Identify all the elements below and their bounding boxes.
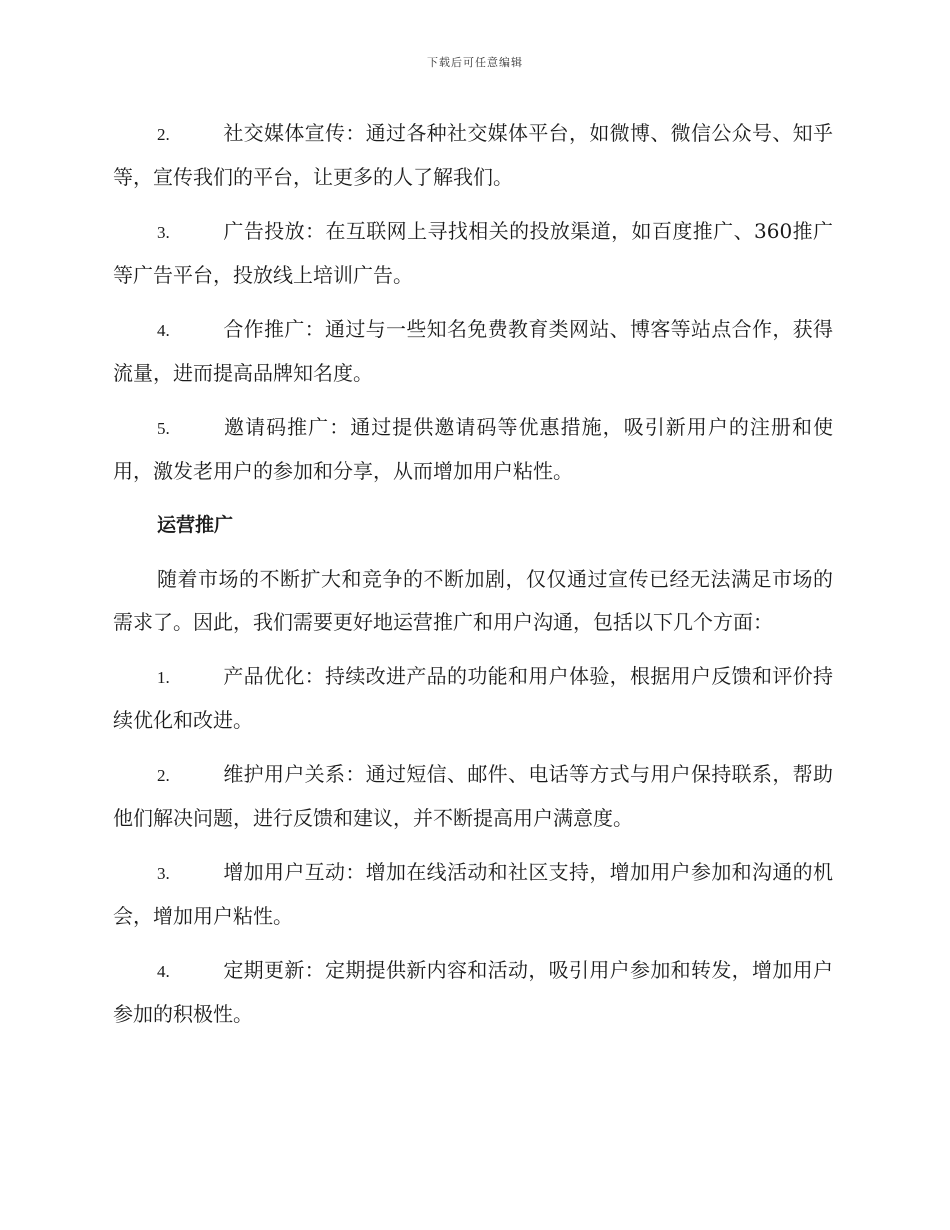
list-item (113, 655, 833, 742)
list-item (113, 406, 833, 493)
list-item-number: 4. (157, 962, 170, 981)
list-item-number: 3. (157, 223, 170, 242)
list-item (113, 210, 833, 297)
intro-paragraph: 随着市场的不断扩大和竞争的不断加剧，仅仅通过宣传已经无法满足市场的需求了。因此，我们需要更好地运营推广和用户沟通，包括以下几个方面： (113, 567, 833, 634)
list-item-number: 2. (157, 125, 170, 144)
list-item-text: 广告投放：在互联网上寻找相关的投放渠道，如百度推广、360推广等广告平台，投放线上培训广告。 (113, 219, 833, 287)
section-heading: 运营推广 (157, 514, 234, 536)
list-item-text: 定期更新：定期提供新内容和活动，吸引用户参加和转发，增加用户参加的积极性。 (113, 958, 833, 1026)
list-item-number: 1. (157, 668, 170, 687)
list-item (113, 753, 833, 840)
document-body (113, 112, 833, 1047)
list-item-text: 产品优化：持续改进产品的功能和用户体验，根据用户反馈和评价持续优化和改进。 (113, 664, 833, 732)
list-item-text: 邀请码推广：通过提供邀请码等优惠措施，吸引新用户的注册和使用，激发老用户的参加和分享，从而增加用户粘性。 (113, 415, 833, 483)
list-item (113, 851, 833, 938)
list-item-text: 合作推广：通过与一些知名免费教育类网站、博客等站点合作，获得流量，进而提高品牌知名度。 (113, 317, 833, 385)
list-item-number: 5. (157, 419, 170, 438)
list-item-text: 维护用户关系：通过短信、邮件、电话等方式与用户保持联系，帮助他们解决问题，进行反馈和建议，并不断提高用户满意度。 (113, 762, 833, 830)
page-header: 下载后可任意编辑 (427, 56, 523, 69)
list-item-number: 3. (157, 864, 170, 883)
list-item-text: 社交媒体宣传：通过各种社交媒体平台，如微博、微信公众号、知乎等，宣传我们的平台，让更多的人了解我们。 (113, 121, 833, 189)
list-item-number: 2. (157, 766, 170, 785)
list-item (113, 112, 833, 199)
list-item (113, 949, 833, 1036)
list-item-text: 增加用户互动：增加在线活动和社区支持，增加用户参加和沟通的机会，增加用户粘性。 (113, 860, 833, 928)
list-item-number: 4. (157, 321, 170, 340)
list-item (113, 308, 833, 395)
